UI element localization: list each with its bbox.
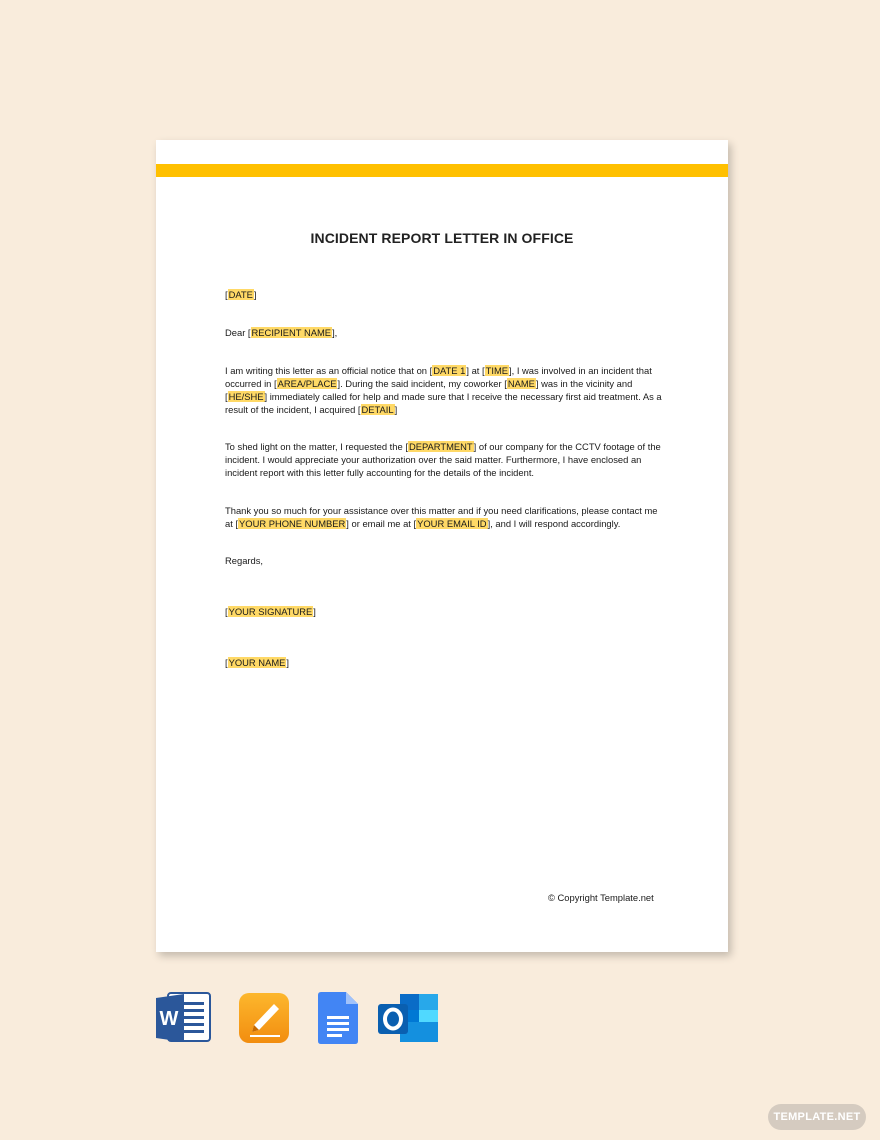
paragraph-1: I am writing this letter as an official notice that on [DATE 1] at [TIME], I was involved in an incident that occurred in [AREA/PLACE]. During the said incident, my coworker [NAME] was in the vicinity and [HE/SHE] immediately called for help and made sure that I receive the necessary first aid treatment. As a result of the incident, I acquired [DETAIL] <box>225 365 662 415</box>
area-placeholder: AREA/PLACE <box>277 378 337 389</box>
recipient-placeholder: RECIPIENT NAME <box>251 327 332 338</box>
phone-placeholder: YOUR PHONE NUMBER <box>239 518 346 529</box>
coworker-name-placeholder: NAME <box>507 378 535 389</box>
copyright: © Copyright Template.net <box>548 892 654 903</box>
detail-placeholder: DETAIL <box>361 404 394 415</box>
time-placeholder: TIME <box>485 365 509 376</box>
name-line: [YOUR NAME] <box>225 657 289 668</box>
pronoun-placeholder: HE/SHE <box>228 391 264 402</box>
date1-placeholder: DATE 1 <box>433 365 466 376</box>
email-placeholder: YOUR EMAIL ID <box>417 518 487 529</box>
date-placeholder: DATE <box>228 289 253 300</box>
accent-bar <box>156 164 728 177</box>
date-line: [DATE] <box>225 289 257 300</box>
template-net-badge[interactable]: TEMPLATE.NET <box>768 1104 866 1130</box>
closing: Regards, <box>225 555 264 566</box>
document-page <box>156 140 728 952</box>
paragraph-3: Thank you so much for your assistance over this matter and if you need clarifications, please contact me at [YOUR PHONE NUMBER] or email me at [YOUR EMAIL ID], and I will respond accordingly. <box>225 505 658 529</box>
svg-text:W: W <box>159 1008 179 1030</box>
department-placeholder: DEPARTMENT <box>408 441 473 452</box>
salutation: Dear [RECIPIENT NAME], <box>225 327 338 338</box>
signature-line: [YOUR SIGNATURE] <box>225 606 316 617</box>
paragraph-2: To shed light on the matter, I requested the [DEPARTMENT] of our company for the CCTV footage of the incident. I would appreciate your authorization over the said matter. Furthermore, I have enclosed an incident report with this letter fully accounting for the details of the incident. <box>225 441 661 478</box>
outlook-icon[interactable] <box>378 992 438 1046</box>
word-icon[interactable] <box>156 992 216 1046</box>
signature-placeholder: YOUR SIGNATURE <box>228 606 313 617</box>
google-docs-icon[interactable] <box>318 992 378 1046</box>
name-placeholder: YOUR NAME <box>228 657 286 668</box>
document-title: INCIDENT REPORT LETTER IN OFFICE <box>310 230 574 246</box>
pages-icon[interactable] <box>238 992 298 1046</box>
